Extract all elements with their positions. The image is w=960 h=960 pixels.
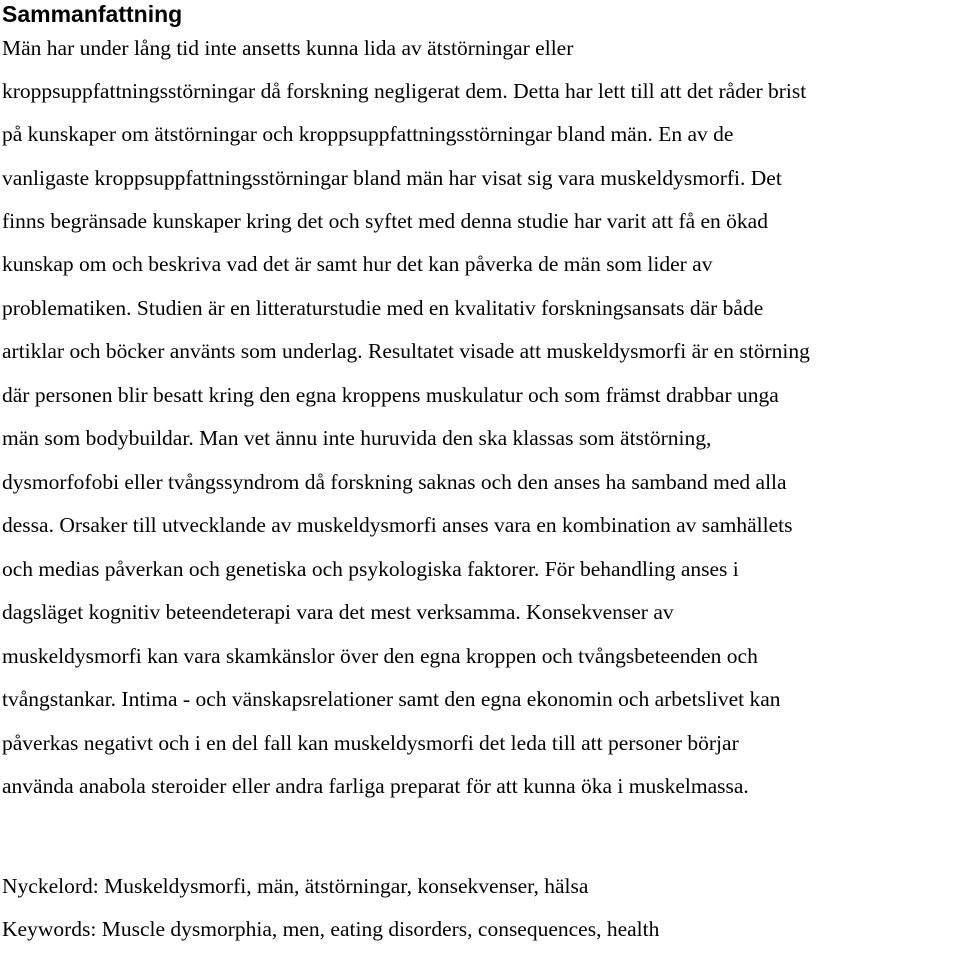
abstract-line: problematiken. Studien är en litteraturstudie med en kvalitativ forskningsansats där både xyxy=(2,296,764,320)
keywords-english: Keywords: Muscle dysmorphia, men, eating disorders, consequences, health xyxy=(2,917,660,941)
abstract-line: vanligaste kroppsuppfattningsstörningar bland män har visat sig vara muskeldysmorfi. Det xyxy=(2,166,782,190)
section-heading: Sammanfattning xyxy=(2,1,183,27)
abstract-line: Män har under lång tid inte ansetts kunna lida av ätstörningar eller xyxy=(2,36,574,60)
abstract-line: dessa. Orsaker till utvecklande av muskeldysmorfi anses vara en kombination av samhällets xyxy=(2,513,793,537)
abstract-line: på kunskaper om ätstörningar och kroppsuppfattningsstörningar bland män. En av de xyxy=(2,122,734,146)
abstract-line: dagsläget kognitiv beteendeterapi vara det mest verksamma. Konsekvenser av xyxy=(2,600,674,624)
abstract-line: där personen blir besatt kring den egna kroppens muskulatur och som främst drabbar unga xyxy=(2,383,779,407)
abstract-line: använda anabola steroider eller andra farliga preparat för att kunna öka i muskelmassa. xyxy=(2,774,749,798)
abstract-line: finns begränsade kunskaper kring det och syftet med denna studie har varit att få en ökad xyxy=(2,209,768,233)
keywords-swedish: Nyckelord: Muskeldysmorfi, män, ätstörningar, konsekvenser, hälsa xyxy=(2,874,589,898)
abstract-line: muskeldysmorfi kan vara skamkänslor över den egna kroppen och tvångsbeteenden och xyxy=(2,644,758,668)
abstract-line: och medias påverkan och genetiska och psykologiska faktorer. För behandling anses i xyxy=(2,557,739,581)
abstract-line: påverkas negativt och i en del fall kan muskeldysmorfi det leda till att personer börjar xyxy=(2,731,739,755)
abstract-line: dysmorfofobi eller tvångssyndrom då forskning saknas och den anses ha samband med alla xyxy=(2,470,787,494)
abstract-line: tvångstankar. Intima - och vänskapsrelationer samt den egna ekonomin och arbetslivet kan xyxy=(2,687,781,711)
abstract-line: kroppsuppfattningsstörningar då forskning negligerat dem. Detta har lett till att det råder brist xyxy=(2,79,807,103)
abstract-line: män som bodybuildar. Man vet ännu inte huruvida den ska klassas som ätstörning, xyxy=(2,426,712,450)
abstract-line: artiklar och böcker använts som underlag. Resultatet visade att muskeldysmorfi är en störning xyxy=(2,339,810,363)
abstract-line: kunskap om och beskriva vad det är samt hur det kan påverka de män som lider av xyxy=(2,252,713,276)
